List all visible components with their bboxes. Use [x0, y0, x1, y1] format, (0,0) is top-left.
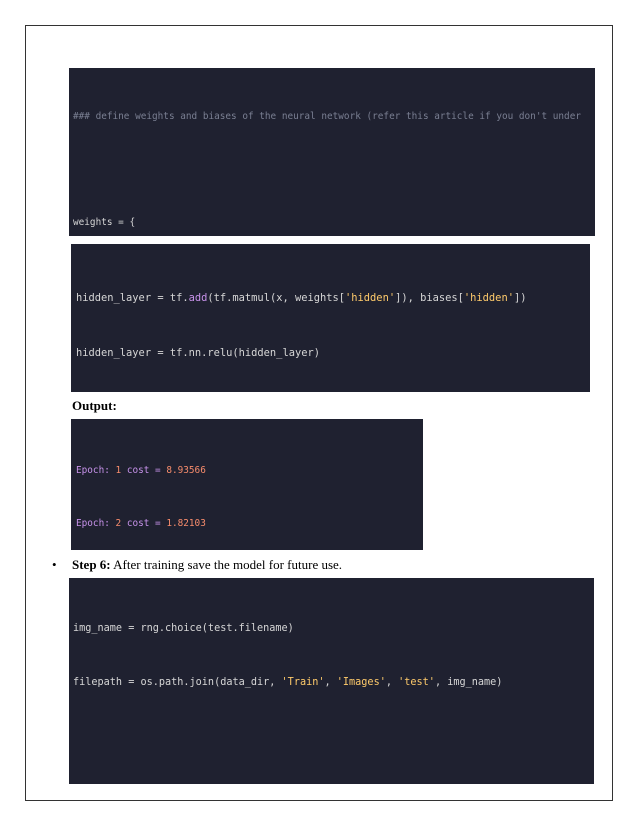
epoch-line: [76, 517, 423, 532]
code-token-string: 'hidden': [463, 292, 514, 304]
code-token: filepath = os.path.join(data_dir,: [73, 677, 282, 688]
blank-line: [73, 162, 595, 177]
epoch-label: Epoch:: [76, 465, 116, 476]
code-line: weights = {: [73, 217, 136, 228]
step-6-bullet: [52, 557, 342, 573]
code-line: [73, 783, 594, 784]
cost-label: cost =: [121, 465, 167, 476]
code-token: , img_name): [434, 677, 503, 688]
epoch-line: [76, 464, 423, 479]
code-block-prediction: [69, 578, 594, 784]
epoch-label: Epoch:: [76, 517, 116, 529]
code-token-string: 'hidden': [345, 292, 396, 304]
blank-line: [73, 729, 594, 745]
code-token: ,: [324, 677, 337, 688]
code-line: hidden_layer = tf.nn.relu(hidden_layer): [76, 347, 320, 359]
code-token-string: 'Images': [336, 677, 386, 688]
code-comment-line: ### define weights and biases of the neural network (refer this article if you don't under: [73, 111, 581, 122]
code-token: ,: [385, 677, 399, 688]
step-text: After training save the model for future use.: [110, 557, 343, 572]
bullet-icon: •: [52, 557, 57, 572]
code-line: [73, 675, 594, 691]
code-token-keyword: add: [188, 292, 208, 304]
cost-value: 8.93566: [166, 465, 206, 476]
code-token: ]), biases[: [395, 292, 464, 304]
cost-label: cost =: [121, 517, 167, 529]
epoch-number: 2: [115, 517, 122, 529]
code-token: ]): [513, 292, 527, 304]
code-token: (tf.matmul(x, weights[: [207, 292, 346, 304]
code-block-training-output: [71, 419, 423, 550]
epoch-number: 1: [115, 465, 122, 476]
code-block-layers-cost: [71, 244, 590, 392]
cost-value: 1.82103: [166, 517, 206, 529]
code-token-string: 'Train': [281, 677, 325, 688]
code-token: hidden_layer = tf.: [76, 292, 189, 304]
code-line: [76, 290, 590, 307]
code-block-weights-biases: [69, 68, 595, 236]
output-heading: Output:: [72, 398, 117, 413]
code-line: img_name = rng.choice(test.filename): [73, 623, 294, 634]
step-label: Step 6:: [72, 557, 111, 572]
code-token-string: 'test': [398, 677, 435, 688]
